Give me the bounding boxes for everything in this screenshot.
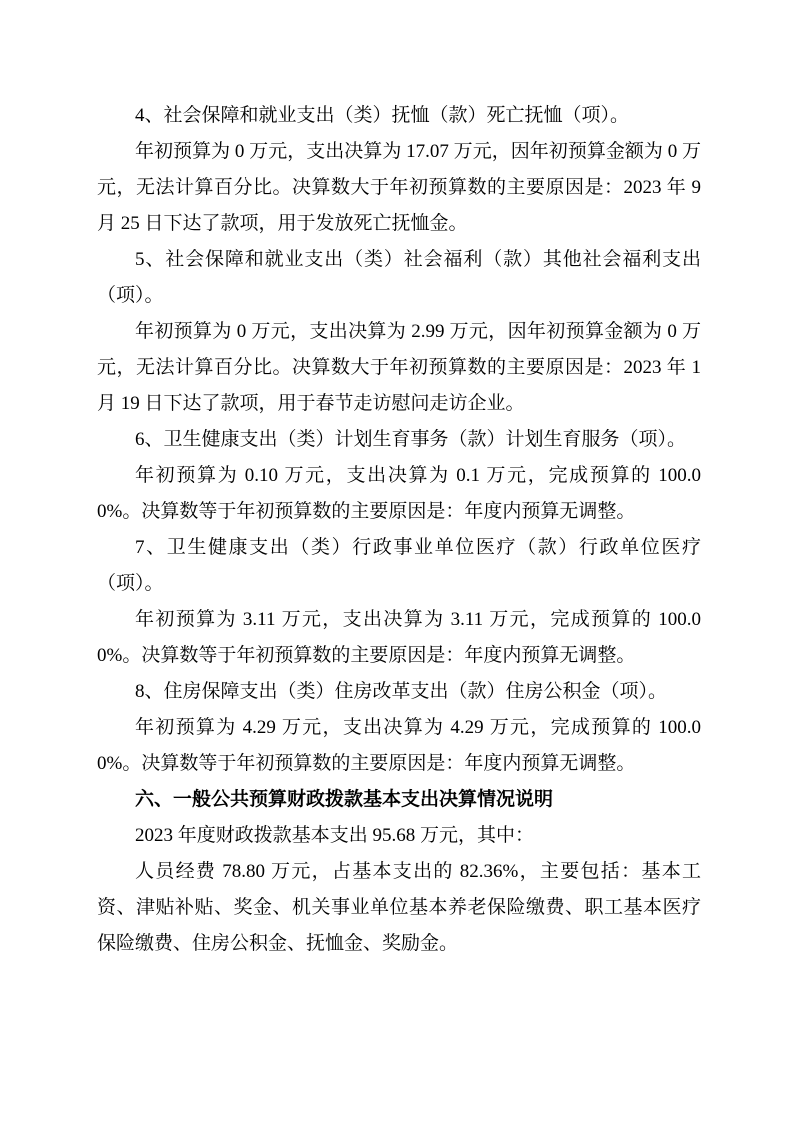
- paragraph-item6: 6、卫生健康支出（类）计划生育事务（款）计划生育服务（项）。: [135, 429, 687, 450]
- paragraph-item8-detail: 年初预算为 4.29 万元，支出决算为 4.29 万元，完成预算的 100.00%。决算数等于年初预算数的主要原因是：年度内预算无调整。: [97, 717, 701, 774]
- section-heading-six: 六、一般公共预算财政拨款基本支出决算情况说明: [135, 789, 554, 810]
- paragraph-item6-detail: 年初预算为 0.10 万元，支出决算为 0.1 万元，完成预算的 100.00%。决算数等于年初预算数的主要原因是：年度内预算无调整。: [97, 465, 701, 522]
- paragraph-item5: 5、社会保障和就业支出（类）社会福利（款）其他社会福利支出（项）。: [97, 249, 701, 306]
- paragraph-item4-detail: 年初预算为 0 万元，支出决算为 17.07 万元，因年初预算金额为 0 万元，无法计算百分比。决算数大于年初预算数的主要原因是：2023 年 9 月 25 日下达了款项，用于发放死亡抚恤金。: [97, 141, 701, 234]
- paragraph-item7-detail: 年初预算为 3.11 万元，支出决算为 3.11 万元，完成预算的 100.00%。决算数等于年初预算数的主要原因是：年度内预算无调整。: [97, 609, 701, 666]
- paragraph-item4: 4、社会保障和就业支出（类）抚恤（款）死亡抚恤（项）。: [135, 105, 630, 126]
- paragraph-item7: 7、卫生健康支出（类）行政事业单位医疗（款）行政单位医疗（项）。: [97, 537, 701, 594]
- paragraph-item5-detail: 年初预算为 0 万元，支出决算为 2.99 万元，因年初预算金额为 0 万元，无法计算百分比。决算数大于年初预算数的主要原因是：2023 年 1 月 19 日下达了款项，用于春节走访慰问走访企业。: [97, 321, 701, 414]
- paragraph-item8: 8、住房保障支出（类）住房改革支出（款）住房公积金（项）。: [135, 681, 668, 702]
- paragraph-basic-expense-total: 2023 年度财政拨款基本支出 95.68 万元，其中：: [135, 825, 535, 846]
- paragraph-personnel-expense-detail: 人员经费 78.80 万元，占基本支出的 82.36%，主要包括：基本工资、津贴补贴、奖金、机关事业单位基本养老保险缴费、职工基本医疗保险缴费、住房公积金、抚恤金、奖励金。: [97, 861, 701, 954]
